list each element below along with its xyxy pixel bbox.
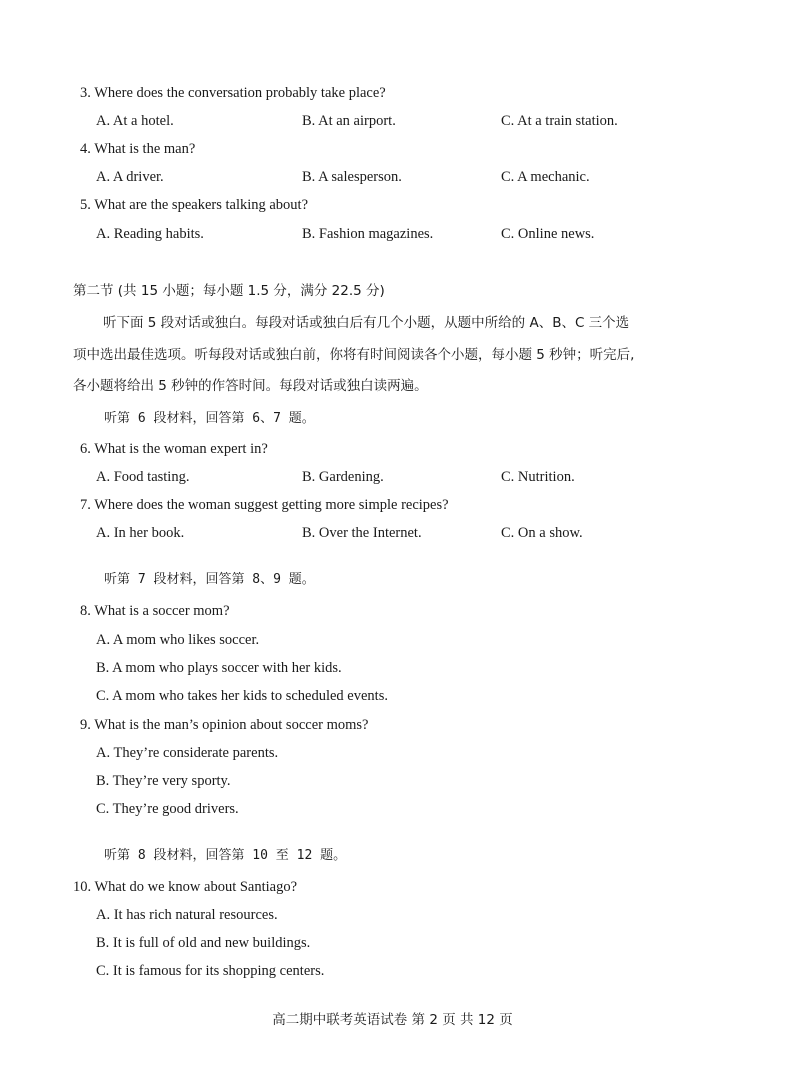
q3-option-c: C. At a train station. [501,113,618,129]
q3-option-b: B. At an airport. [302,113,396,129]
q6-option-b: B. Gardening. [302,469,384,485]
question-6: 6. What is the woman expert in? [80,441,268,457]
q10-option-b: B. It is full of old and new buildings. [96,935,311,951]
question-10: 10. What do we know about Santiago? [73,879,298,895]
q7-option-b: B. Over the Internet. [302,525,422,541]
q9-option-b: B. They’re very sporty. [96,773,231,789]
q5-option-c: C. Online news. [501,226,595,242]
q3-option-a: A. At a hotel. [96,113,174,129]
q7-option-c: C. On a show. [501,525,583,541]
q8-option-b: B. A mom who plays soccer with her kids. [96,660,342,676]
material-6-heading: 听第 6 段材料，回答第 6、7 题。 [104,411,315,426]
q9-option-a: A. They’re considerate parents. [96,745,279,761]
q5-option-a: A. Reading habits. [96,226,204,242]
question-3: 3. Where does the conversation probably take place? [80,85,386,101]
question-8: 8. What is a soccer mom? [80,603,230,619]
q7-option-a: A. In her book. [96,525,185,541]
section-2-instructions-line-1: 听下面 5 段对话或独白。每段对话或独白后有几个小题，从题中所给的 A、B、C 三个选 [103,315,630,331]
material-7-heading: 听第 7 段材料，回答第 8、9 题。 [104,572,315,587]
question-5: 5. What are the speakers talking about? [80,197,309,213]
q8-option-a: A. A mom who likes soccer. [96,632,260,648]
q5-option-b: B. Fashion magazines. [302,226,434,242]
q4-option-c: C. A mechanic. [501,169,590,185]
q10-option-a: A. It has rich natural resources. [96,907,278,923]
material-8-heading: 听第 8 段材料，回答第 10 至 12 题。 [104,848,347,863]
page-footer: 高二期中联考英语试卷 第 2 页 共 12 页 [272,1012,513,1028]
q4-option-a: A. A driver. [96,169,164,185]
section-2-instructions-line-3: 各小题将给出 5 秒钟的作答时间。每段对话或独白读两遍。 [73,378,428,394]
q9-option-c: C. They’re good drivers. [96,801,239,817]
q6-option-c: C. Nutrition. [501,469,575,485]
section-2-heading: 第二节 (共 15 小题；每小题 1.5 分，满分 22.5 分) [73,283,385,299]
q4-option-b: B. A salesperson. [302,169,402,185]
question-4: 4. What is the man? [80,141,196,157]
q10-option-c: C. It is famous for its shopping centers. [96,963,325,979]
section-2-instructions-line-2: 项中选出最佳选项。听每段对话或独白前，你将有时间阅读各个小题，每小题 5 秒钟；听完后, [73,347,635,363]
question-9: 9. What is the man’s opinion about soccer moms? [80,717,369,733]
q6-option-a: A. Food tasting. [96,469,190,485]
question-7: 7. Where does the woman suggest getting more simple recipes? [80,497,449,513]
q8-option-c: C. A mom who takes her kids to scheduled events. [96,688,388,704]
